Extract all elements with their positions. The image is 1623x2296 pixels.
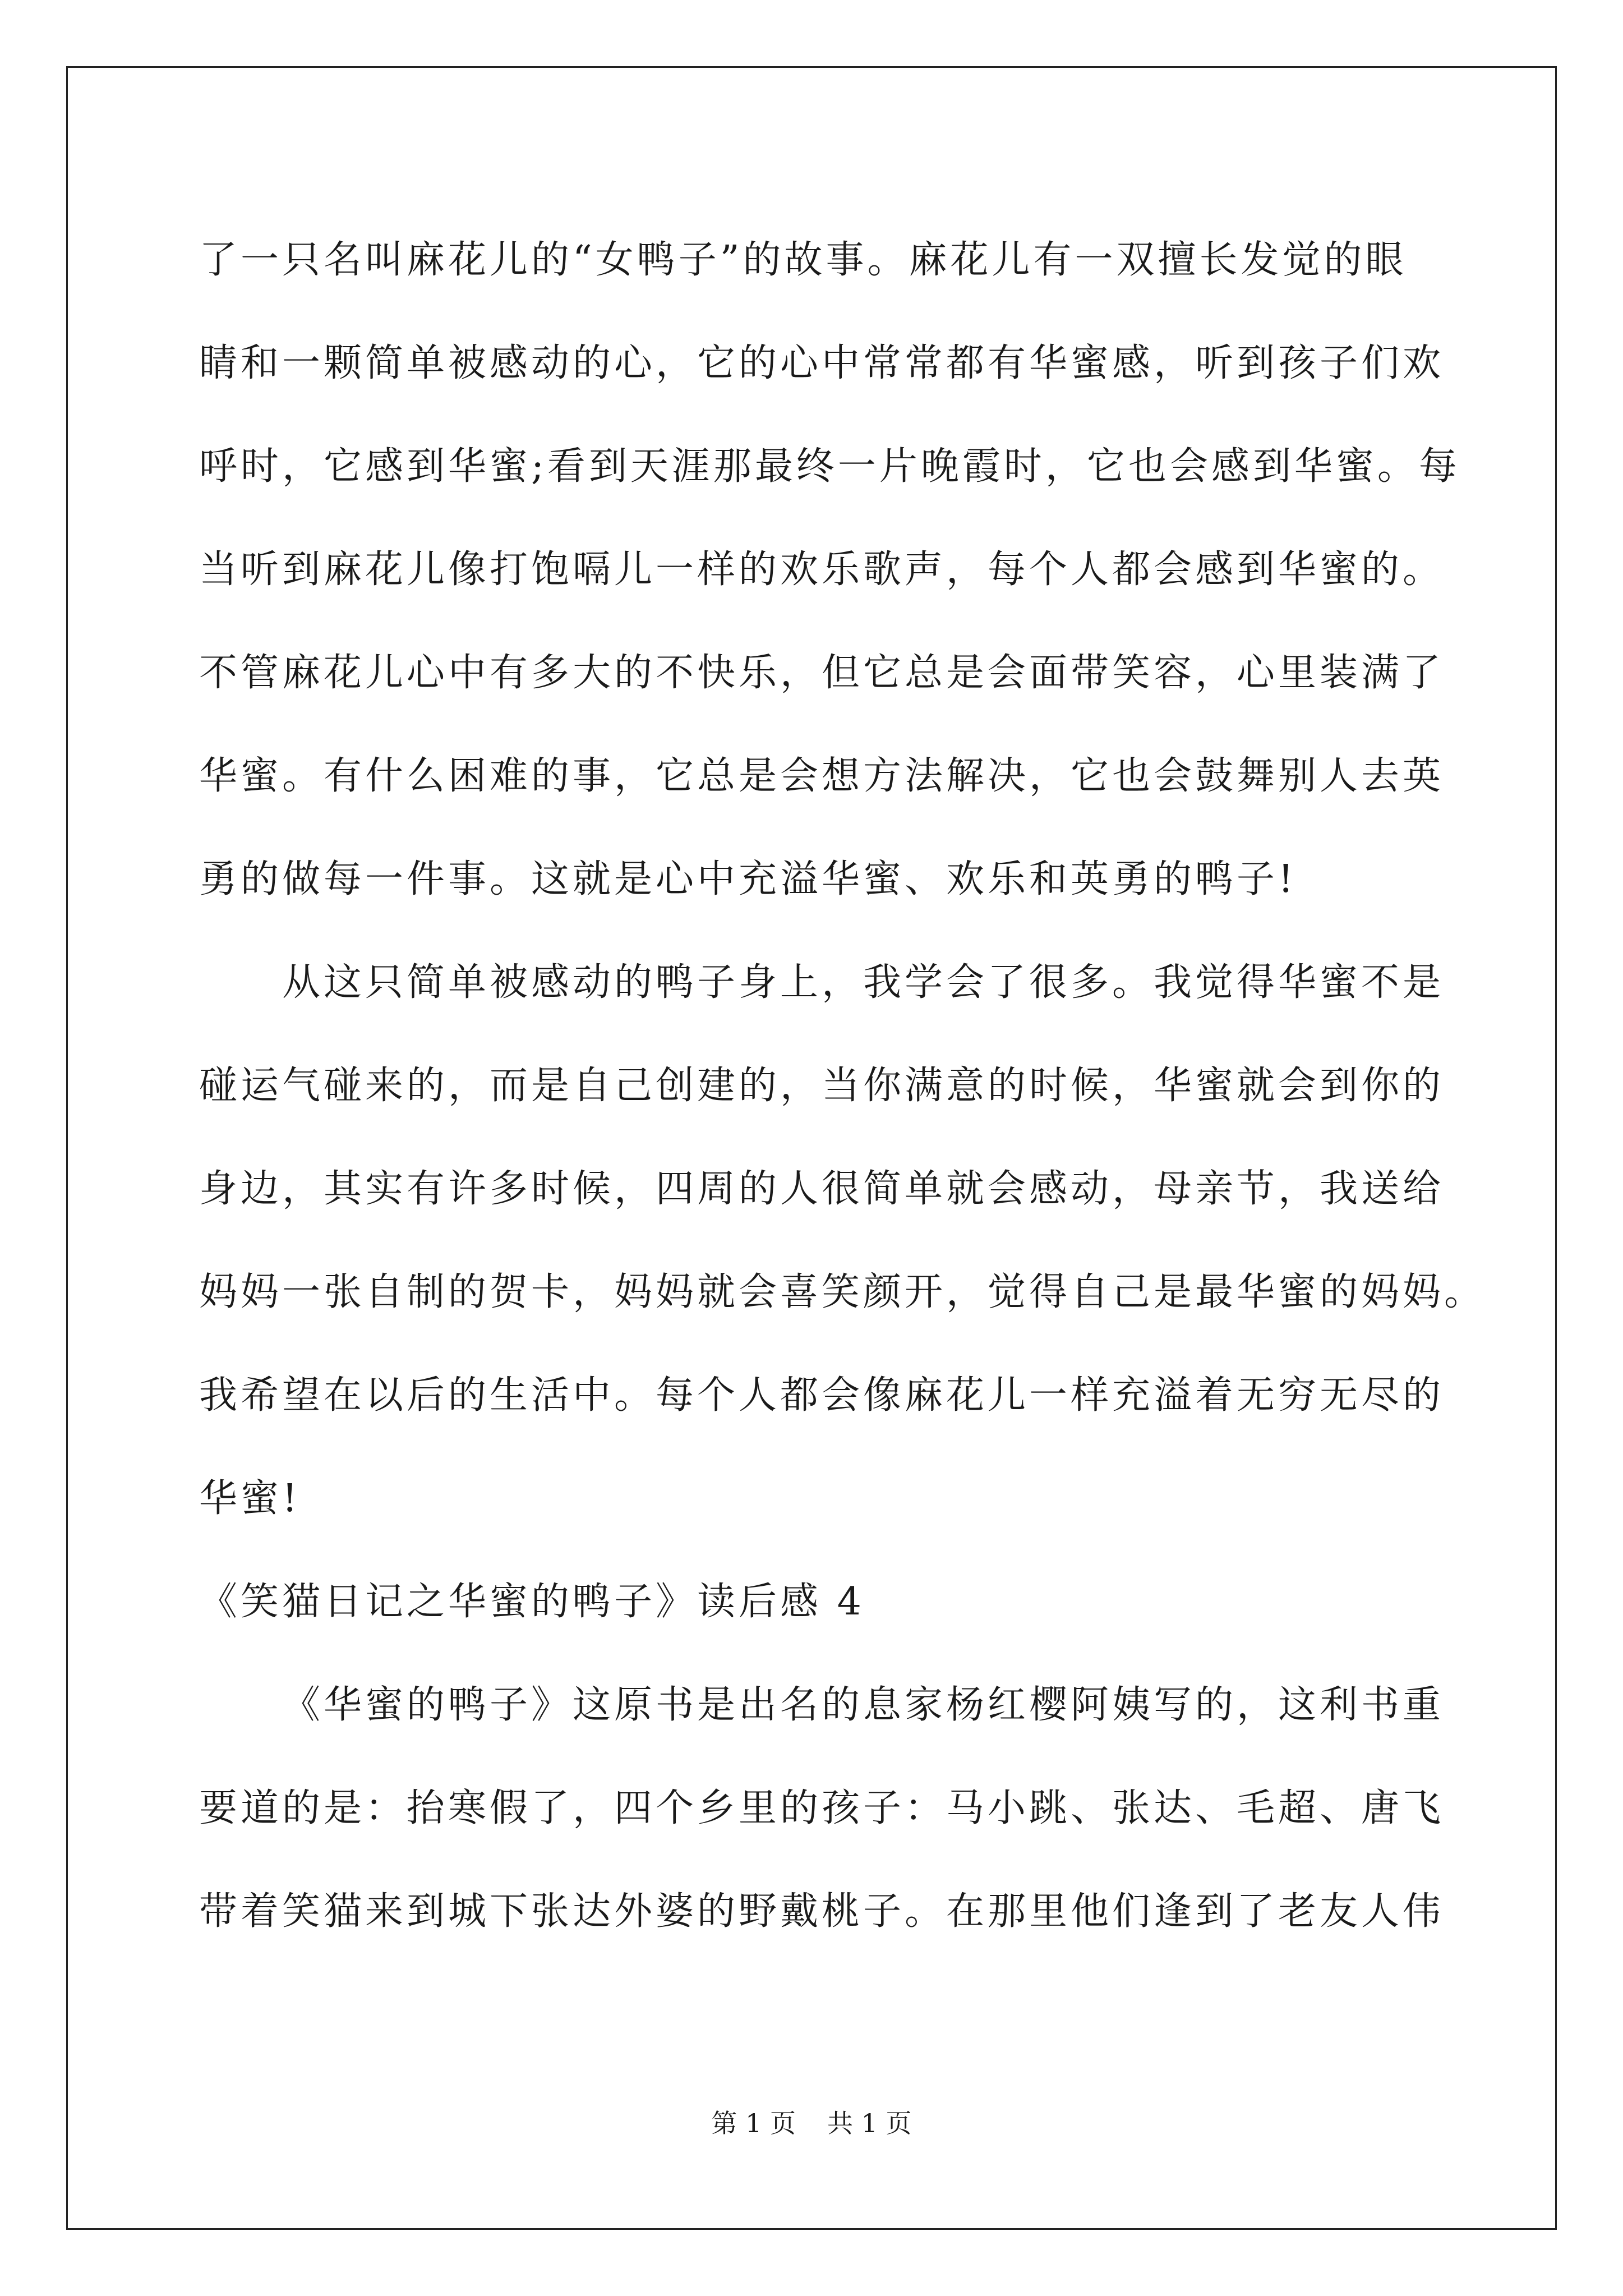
text-line: 我希望在以后的生活中。每个人都会像麻花儿一样充溢着无穷无尽的 [199, 1373, 1445, 1418]
page-number: 第 1 页 [711, 2108, 796, 2138]
text-line: 了一只名叫麻花儿的“女鸭子”的故事。麻花儿有一双擅长发觉的眼 [199, 238, 1407, 282]
text-line: 勇的做每一件事。这就是心中充溢华蜜、欢乐和英勇的鸭子! [199, 857, 1297, 901]
text-line: 身边，其实有许多时候，四周的人很简单就会感动，母亲节，我送给 [199, 1167, 1445, 1211]
document-body [199, 209, 1486, 1963]
section-heading: 《笑猫日记之华蜜的鸭子》读后感 4 [199, 1580, 865, 1624]
text-line: 要道的是：抬寒假了，四个乡里的孩子：马小跳、张达、毛超、唐飞 [199, 1786, 1445, 1830]
text-line: 呼时，它感到华蜜;看到天涯那最终一片晚霞时，它也会感到华蜜。每 [199, 444, 1460, 489]
text-line: 妈妈一张自制的贺卡，妈妈就会喜笑颜开，觉得自己是最华蜜的妈妈。 [199, 1270, 1486, 1314]
text-line: 当听到麻花儿像打饱嗝儿一样的欢乐歌声，每个人都会感到华蜜的。 [199, 547, 1445, 592]
paragraph-first-line: 从这只简单被感动的鸭子身上，我学会了很多。我觉得华蜜不是 [282, 960, 1445, 1005]
text-line: 睛和一颗简单被感动的心，它的心中常常都有华蜜感，听到孩子们欢 [199, 341, 1445, 385]
text-line: 华蜜。有什么困难的事，它总是会想方法解决，它也会鼓舞别人去英 [199, 754, 1445, 798]
paragraph-first-line: 《华蜜的鸭子》这原书是出名的息家杨红樱阿姨写的，这利书重 [282, 1683, 1445, 1727]
text-line: 带着笑猫来到城下张达外婆的野戴桃子。在那里他们逢到了老友人伟 [199, 1889, 1445, 1934]
text-line: 碰运气碰来的，而是自己创建的，当你满意的时候，华蜜就会到你的 [199, 1064, 1445, 1108]
page-total: 共 1 页 [827, 2108, 912, 2138]
text-line: 华蜜! [199, 1476, 301, 1521]
page-footer [0, 2106, 1623, 2140]
text-line: 不管麻花儿心中有多大的不快乐，但它总是会面带笑容，心里装满了 [199, 651, 1445, 695]
